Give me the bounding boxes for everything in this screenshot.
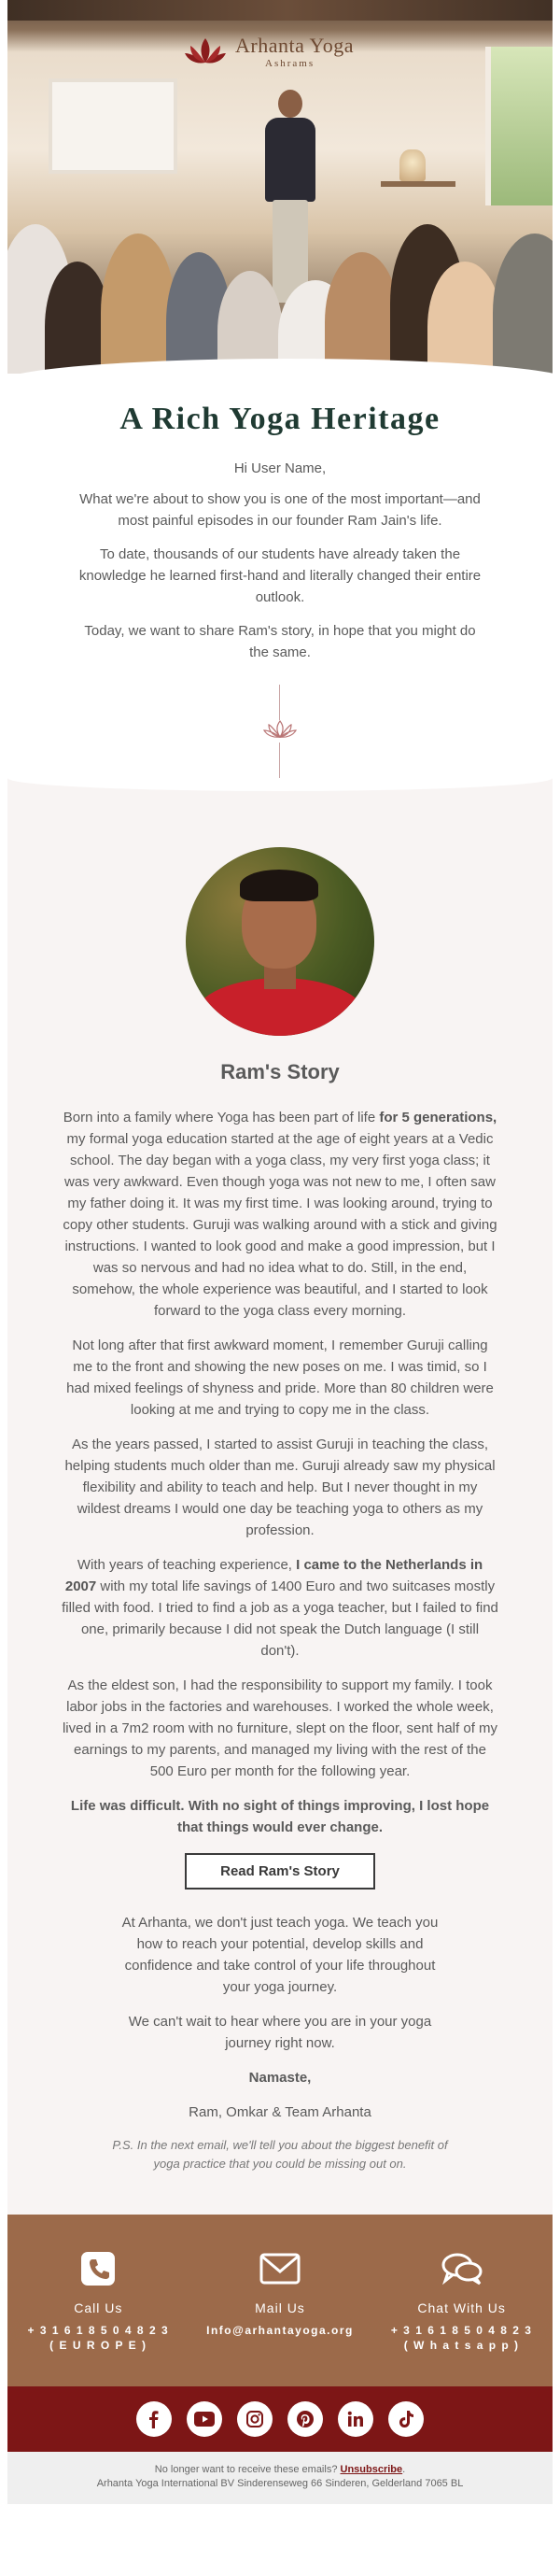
contact-call[interactable]	[14, 2250, 182, 2353]
phone-icon	[14, 2250, 182, 2287]
logo-title: Arhanta Yoga	[235, 34, 354, 57]
linkedin-icon[interactable]	[338, 2401, 373, 2437]
torn-edge-top	[7, 778, 553, 791]
closing-paragraph: We can't wait to hear where you are in your yoga journey right now.	[128, 2014, 432, 2051]
story-text: with my total life savings of 1400 Euro and two suitcases mostly filled with food. I tried to find a job as a yoga teacher, but I failed to find one, primarily because I did not speak the Dutch language (I still don't).	[62, 1578, 498, 1659]
contact-section	[7, 2215, 553, 2386]
footer-address: Arhanta Yoga International BV Sinderenseweg 66 Sinderen, Gelderland 7065 BL	[96, 2478, 464, 2489]
contact-value-note: ( W h a t s a p p )	[403, 2339, 520, 2352]
contact-label: Chat With Us	[417, 2300, 506, 2315]
intro-paragraph: Today, we want to share Ram's story, in hope that you might do the same.	[84, 623, 476, 660]
story-text-bold: I came to the Netherlands in 2007	[64, 1557, 483, 1594]
contact-label: Mail Us	[255, 2300, 305, 2315]
hero-window-right	[485, 47, 553, 205]
read-story-button[interactable]: Read Ram's Story	[185, 1853, 375, 1890]
youtube-icon[interactable]	[187, 2401, 222, 2437]
lotus-divider	[0, 675, 560, 778]
hero-image	[7, 0, 553, 374]
unsubscribe-link[interactable]: Unsubscribe	[340, 2464, 403, 2475]
hero-window-left	[49, 78, 177, 174]
chat-icon	[378, 2250, 546, 2287]
story-section	[7, 778, 553, 2215]
page-title: A Rich Yoga Heritage	[119, 402, 441, 436]
founder-portrait	[186, 847, 374, 1036]
postscript-text: P.S. In the next email, we'll tell you about the biggest benefit of yoga practice that you could be missing out on.	[112, 2138, 448, 2171]
story-text-bold: for 5 generations,	[379, 1110, 497, 1125]
story-title: Ram's Story	[220, 1060, 340, 1083]
unsubscribe-line	[7, 2463, 553, 2477]
signoff-text: Ram, Omkar & Team Arhanta	[189, 2104, 371, 2120]
hero-crowd	[7, 187, 553, 374]
story-text: Born into a family where Yoga has been part of life	[63, 1110, 380, 1125]
story-paragraph	[7, 1554, 553, 1662]
story-text: my formal yoga education started at the age of eight years at a Vedic school. The day began with a yoga class, my very first yoga class; it was very awkward. Even though yoga was not new to me, I often saw my father doing it. It was my first time. I was looking around, trying to copy other students. Guruji was walking around with a stick and giving instructions. I wanted to look good and make a good impression, but I was so nervous and had no idea what to do. Still, in the end, somehow, the whole experience was beautiful, and I started to look forward to the yoga class every morning.	[63, 1131, 497, 1319]
logo-subtitle: Ashrams	[265, 58, 315, 69]
namaste-text: Namaste,	[248, 2070, 312, 2086]
contact-label: Call Us	[74, 2300, 123, 2315]
contact-value: + 3 1 6 1 8 5 0 4 8 2 3	[390, 2324, 533, 2337]
facebook-icon[interactable]	[136, 2401, 172, 2437]
pinterest-icon[interactable]	[287, 2401, 323, 2437]
story-text: With years of teaching experience,	[77, 1557, 297, 1573]
footer-text: .	[402, 2464, 406, 2475]
story-highlight: Life was difficult. With no sight of things improving, I lost hope that things would ever change.	[70, 1798, 490, 1835]
social-bar	[7, 2386, 553, 2452]
contact-chat[interactable]	[378, 2250, 546, 2353]
intro-paragraph: What we're about to show you is one of the most important—and most painful episodes in our founder Ram Jain's life.	[79, 491, 481, 529]
contact-value: + 3 1 6 1 8 5 0 4 8 2 3	[27, 2324, 170, 2337]
contact-value-note: ( E U R O P E )	[49, 2339, 147, 2352]
brand-logo[interactable]	[181, 34, 354, 69]
contact-value: Info@arhantayoga.org	[206, 2324, 354, 2337]
story-paragraph	[7, 1107, 553, 1322]
mail-icon	[196, 2250, 364, 2287]
closing-paragraph: At Arhanta, we don't just teach yoga. We teach you how to reach your potential, develop skills and confidence and take control of your life throughout your yoga journey.	[121, 1915, 439, 1995]
hero-lamp	[399, 149, 426, 181]
intro-paragraph: To date, thousands of our students have already taken the knowledge he learned first-hand and literally changed their entire outlook.	[78, 546, 482, 605]
contact-mail[interactable]	[196, 2250, 364, 2338]
story-paragraph: Not long after that first awkward moment, I remember Guruji calling me to the front and showing the new poses on me. I was timid, so I had mixed feelings of shyness and pride. More than 80 children were looking at me and trying to copy me in the class.	[66, 1338, 494, 1418]
lotus-divider-icon	[258, 713, 302, 750]
footer	[7, 2452, 553, 2504]
ceiling-beam	[7, 0, 553, 21]
story-paragraph: As the years passed, I started to assist Guruji in teaching the class, helping students much older than me. Guruji already saw my physical flexibility and ability to teach and help. But I never thought in my wildest dreams I would one day be teaching yoga to others as my profession.	[64, 1437, 496, 1538]
instagram-icon[interactable]	[237, 2401, 273, 2437]
story-paragraph: As the eldest son, I had the responsibility to support my family. I took labor jobs in the factories and warehouses. I worked the whole week, lived in a 7m2 room with no furniture, slept on the floor, sent half of my earnings to my parents, and managed my living with the rest of the 500 Euro per month for the following year.	[62, 1677, 498, 1779]
intro-section	[0, 374, 560, 663]
greeting: Hi User Name,	[233, 460, 327, 476]
footer-text: No longer want to receive these emails?	[154, 2464, 341, 2475]
lotus-logo-icon	[181, 35, 230, 68]
tiktok-icon[interactable]	[388, 2401, 424, 2437]
